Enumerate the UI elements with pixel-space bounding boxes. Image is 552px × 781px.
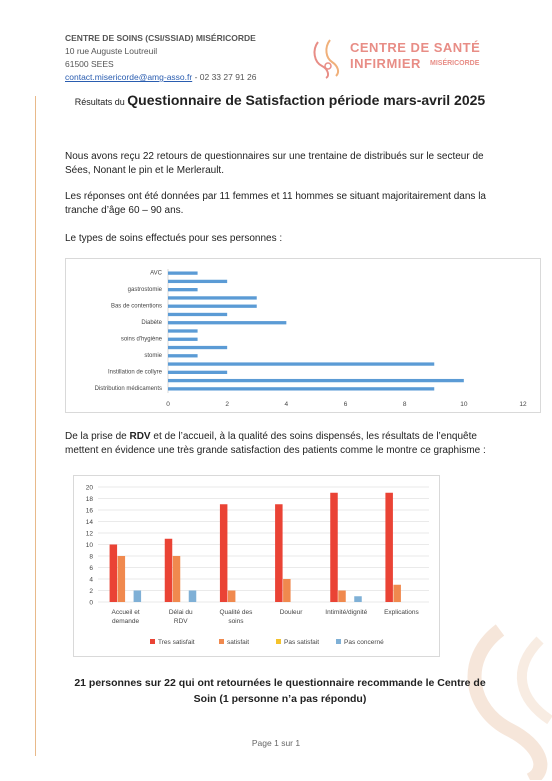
category-label: Bas de contentions	[110, 303, 162, 310]
bar	[385, 493, 393, 602]
logo-line-2: INFIRMIER	[350, 56, 421, 71]
bar	[220, 504, 228, 602]
category-label: gastrostomie	[127, 286, 162, 293]
bar	[168, 338, 198, 341]
bar	[338, 591, 346, 603]
contact-line	[65, 72, 256, 82]
logo-line-3: MISÉRICORDE	[430, 60, 480, 67]
bar	[283, 579, 291, 602]
logo-icon	[308, 36, 352, 80]
bar	[134, 591, 142, 603]
bar	[118, 556, 126, 602]
legend-label: Tres satisfait	[158, 639, 195, 646]
bar	[228, 591, 236, 603]
category-label: stomie	[144, 353, 162, 360]
legend-swatch	[219, 639, 224, 644]
category-label: Intimité/dignité	[325, 609, 368, 616]
bar	[168, 362, 434, 365]
y-tick-label: 14	[85, 519, 93, 526]
bar	[110, 545, 118, 603]
y-tick-label: 20	[85, 484, 93, 492]
bar	[330, 493, 338, 602]
city-line: 61500 SEES	[65, 59, 114, 69]
x-tick-label: 10	[460, 401, 468, 408]
bar	[168, 271, 198, 274]
y-tick-label: 6	[89, 565, 93, 572]
category-label: soins d'hygiène	[120, 336, 162, 343]
y-tick-label: 4	[89, 576, 93, 584]
legend-swatch	[336, 639, 341, 644]
category-label: Délai du RDV	[168, 609, 193, 625]
page-title	[65, 92, 495, 110]
bar	[168, 346, 227, 349]
satisfaction-chart	[73, 475, 440, 657]
y-tick-label: 12	[85, 530, 93, 538]
title-prefix: Résultats du	[74, 97, 128, 107]
category-label: Diabète	[141, 319, 162, 326]
bar	[354, 596, 362, 602]
bar	[168, 305, 257, 308]
bar	[168, 354, 198, 357]
left-margin-rule	[35, 96, 36, 756]
legend-label: Pas satisfait	[284, 639, 320, 646]
legend-swatch	[276, 639, 281, 644]
bar	[168, 387, 434, 390]
x-tick-label: 6	[343, 401, 348, 408]
x-tick-label: 0	[166, 401, 170, 408]
bar	[173, 556, 181, 602]
legend-swatch	[150, 639, 155, 644]
y-tick-label: 8	[89, 553, 93, 561]
phone-number: - 02 33 27 91 26	[192, 72, 257, 82]
x-tick-label: 8	[402, 401, 407, 408]
y-tick-label: 2	[89, 588, 93, 595]
bar	[168, 296, 257, 299]
bar	[168, 321, 286, 324]
bar	[168, 280, 227, 283]
category-label: Instillation de collyre	[107, 369, 162, 376]
y-tick-label: 0	[89, 599, 93, 607]
bar	[168, 313, 227, 316]
p4-part1: De la prise de	[65, 431, 130, 442]
category-label: Distribution médicaments	[94, 386, 162, 393]
bar	[165, 539, 173, 602]
closing-statement: 21 personnes sur 22 qui ont retournées le questionnaire recommande le Centre de Soin (1 personne n’a pas répondu)	[74, 677, 486, 705]
p4-part2: et de l’accueil, à la qualité des soins dispensés, les résultats de l’enquête mettent en évidence une très grande satisfaction des patients comme le montre ce graphisme :	[65, 431, 486, 456]
bar	[168, 379, 464, 382]
bar	[168, 371, 227, 374]
bar	[189, 591, 197, 603]
category-label: Accueil et demande	[111, 609, 140, 625]
legend-label: Pas concerné	[344, 639, 384, 646]
address-line: 10 rue Auguste Loutreuil	[65, 46, 158, 56]
category-label: Qualité des soins	[219, 609, 253, 625]
title-main: Questionnaire de Satisfaction période mars-avril 2025	[127, 92, 486, 108]
bar	[168, 288, 198, 291]
paragraph-satisfaction	[65, 430, 495, 458]
satisfaction-chart-svg	[74, 476, 439, 656]
care-types-chart-svg	[66, 259, 540, 412]
logo-line-1: CENTRE DE SANTÉ	[350, 40, 481, 55]
email-link[interactable]: contact.misericorde@amg-asso.fr	[65, 72, 193, 82]
bar	[275, 504, 283, 602]
bar	[393, 585, 401, 602]
paragraph-returns: Nous avons reçu 22 retours de questionnaires sur une trentaine de distribués sur le secteur de Sées, Nonant le pin et le Merlerault.	[65, 151, 484, 176]
category-label: Explications	[384, 609, 419, 616]
page-footer: Page 1 sur 1	[251, 738, 301, 748]
x-tick-label: 12	[519, 401, 527, 408]
p4-bold: RDV	[129, 431, 151, 442]
paragraph-care-types: Le types de soins effectués pour ses personnes :	[65, 233, 283, 244]
y-tick-label: 10	[85, 542, 93, 549]
legend-label: satisfait	[227, 639, 250, 646]
bar	[168, 329, 198, 332]
category-label: Douleur	[279, 609, 303, 616]
y-tick-label: 16	[85, 507, 93, 515]
category-label: AVC	[150, 270, 162, 277]
paragraph-respondents: Les réponses ont été données par 11 femmes et 11 hommes se situant majoritairement dans la tranche d’âge 60 – 90 ans.	[65, 191, 486, 216]
care-types-chart	[65, 258, 541, 413]
x-tick-label: 2	[225, 401, 229, 408]
x-tick-label: 4	[284, 401, 289, 408]
org-name: CENTRE DE SOINS (CSI/SSIAD) MISÉRICORDE	[65, 33, 256, 43]
y-tick-label: 18	[85, 496, 93, 503]
